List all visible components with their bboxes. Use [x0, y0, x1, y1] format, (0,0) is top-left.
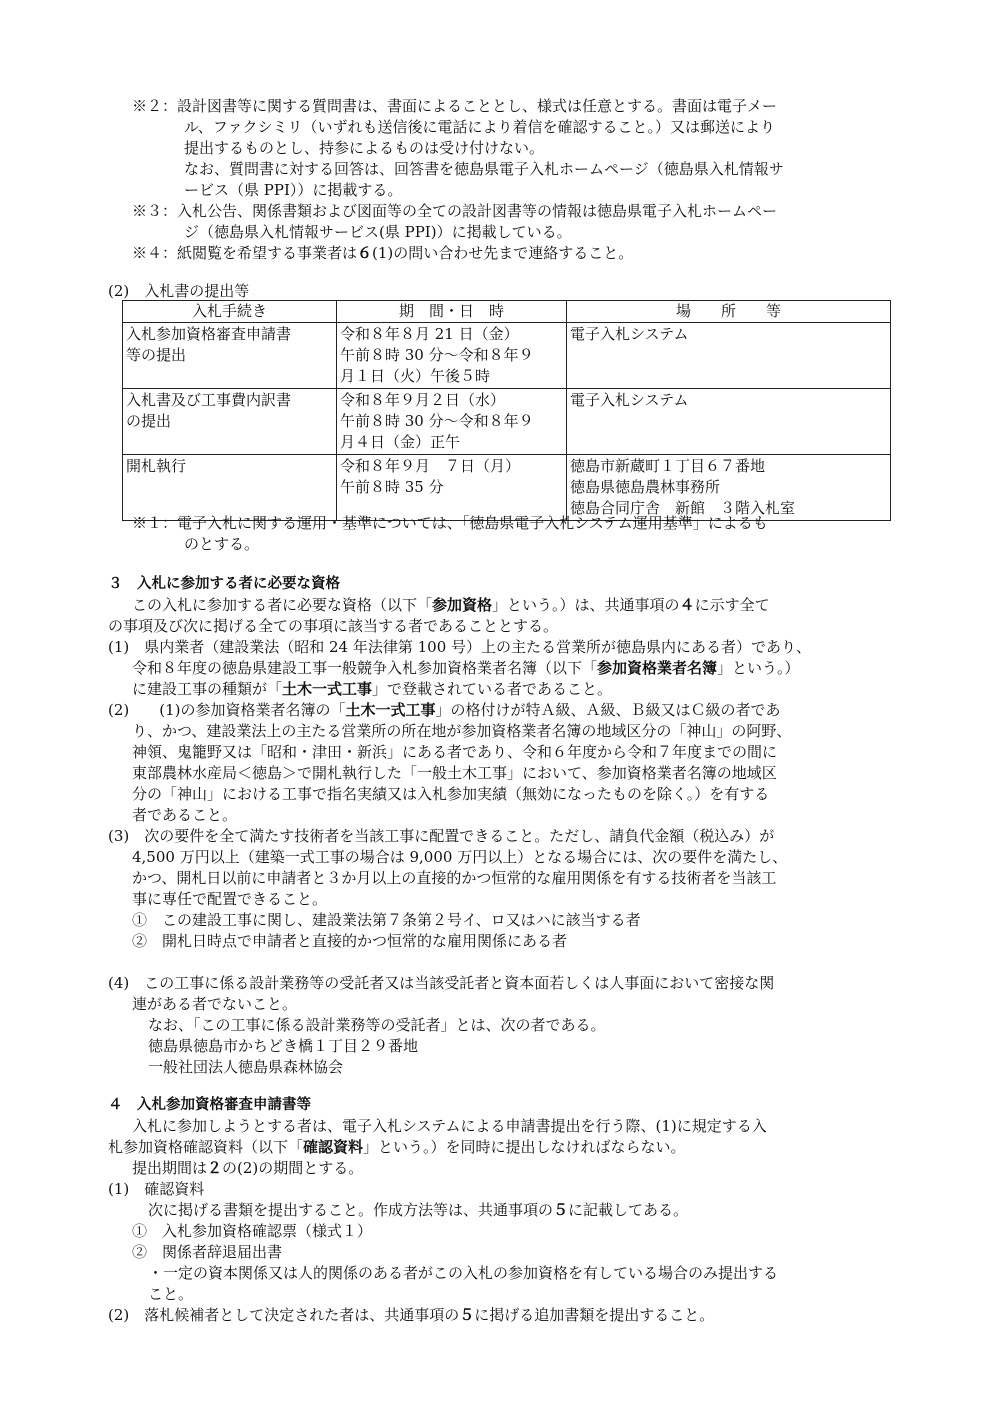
- item-3-3-line4: 事に専任で配置できること。: [132, 890, 328, 908]
- section-3-title: ３ 入札に参加する者に必要な資格: [108, 576, 340, 592]
- item-4-2: (2) 落札候補者として決定された者は、共通事項の５に掲げる追加書類を提出すること。: [108, 1306, 715, 1324]
- table-row: [123, 323, 891, 389]
- bid-schedule-table: [122, 300, 891, 521]
- item-3-2-line3: 神領、鬼籠野又は「昭和・津田・新浜」にある者であり、令和６年度から令和７年度までの間に: [132, 743, 778, 761]
- item-3-1-line1: (1) 県内業者（建設業法（昭和 24 年法律第 100 号）上の主たる営業所が徳島県内にある者）であり、: [108, 638, 812, 656]
- item-3-2-line1: (2) (1)の参加資格業者名簿の「土木一式工事」の格付けが特Ａ級、Ａ級、Ｂ級又はＣ級の者であ: [108, 701, 781, 719]
- period-cell: 令和８年８月 21 日（金） 午前８時 30 分～令和８年９ 月１日（火）午後５時: [337, 323, 567, 389]
- item-3-4-line2: 連がある者でないこと。: [132, 995, 298, 1013]
- section-4-para2: 提出期間は２の(2)の期間とする。: [132, 1159, 364, 1177]
- item-3-3-line3: かつ、開札日以前に申請者と３か月以上の直接的かつ恒常的な雇用関係を有する技術者を当該工: [132, 869, 777, 887]
- item-3-3-sub2: ② 開札日時点で申請者と直接的かつ恒常的な雇用関係にある者: [132, 932, 568, 950]
- note-3-line1: ※３：入札公告、関係書類および図面等の全ての設計図書等の情報は徳島県電子入札ホームペー: [132, 202, 778, 220]
- period-cell: 令和８年９月２日（水） 午前８時 30 分～令和８年９ 月４日（金）正午: [337, 389, 567, 455]
- item-4-1-sub1: ① 入札参加資格確認票（様式１）: [132, 1222, 373, 1240]
- table-row: [123, 455, 891, 521]
- note-4: ※４：紙閲覧を希望する事業者は６(1)の問い合わせ先まで連絡すること。: [132, 244, 634, 262]
- bid-submission-heading: (2) 入札書の提出等: [108, 282, 250, 300]
- item-3-4-line3: なお、「この工事に係る設計業務等の受託者」とは、次の者である。: [148, 1016, 606, 1034]
- section-3-intro-line1: この入札に参加する者に必要な資格（以下「参加資格」という。）は、共通事項の４に示す全て: [132, 596, 770, 614]
- note-2-line2: ル、ファクシミリ（いずれも送信後に電話により着信を確認すること。）又は郵送により: [184, 118, 776, 136]
- section-4-title: ４ 入札参加資格審査申請書等: [108, 1097, 311, 1113]
- item-3-4-line4: 徳島県徳島市かちどき橋１丁目２９番地: [148, 1037, 419, 1055]
- note-3-line2: ジ（徳島県入札情報サービス(県 PPI)）に掲載している。: [184, 223, 572, 241]
- item-3-2-line2: り、かつ、建設業法上の主たる営業所の所在地が参加資格業者名簿の地域区分の「神山」の阿野、: [132, 722, 792, 740]
- table-header-row: [123, 301, 891, 323]
- item-3-2-line4: 東部農林水産局＜徳島＞で開札執行した「一般土木工事」において、参加資格業者名簿の地域区: [132, 764, 777, 782]
- note-2-line1: ※２：設計図書等に関する質問書は、書面によることとし、様式は任意とする。書面は電子メー: [132, 97, 778, 115]
- item-4-1-sub2-note2: こと。: [148, 1285, 194, 1303]
- period-cell: 令和８年９月 ７日（月） 午前８時 35 分: [337, 455, 567, 521]
- item-3-3-line1: (3) 次の要件を全て満たす技術者を当該工事に配置できること。ただし、請負代金額（税込み）が: [108, 827, 775, 845]
- procedure-cell: 開札執行: [123, 455, 337, 521]
- item-3-3-line2: 4,500 万円以上（建築一式工事の場合は 9,000 万円以上）となる場合には、次の要件を満たし、: [132, 848, 788, 866]
- item-4-1-sub2: ② 関係者辞退届出書: [132, 1243, 283, 1261]
- place-cell: 徳島市新蔵町１丁目６７番地 徳島県徳島農林事務所 徳島合同庁舎 新館 ３階入札室: [567, 455, 891, 521]
- table-note-line1: ※１：電子入札に関する運用・基準については、「徳島県電子入札システム運用基準」によるも: [132, 514, 768, 532]
- note-2-line5: ービス（県 PPI））に掲載する。: [184, 181, 403, 199]
- table-row: [123, 389, 891, 455]
- note-2-line4: なお、質問書に対する回答は、回答書を徳島県電子入札ホームページ（徳島県入札情報サ: [184, 160, 784, 178]
- item-3-3-sub1: ① この建設工事に関し、建設業法第７条第２号イ、ロ又はハに該当する者: [132, 911, 641, 929]
- section-4-para1-line1: 入札に参加しようとする者は、電子入札システムによる申請書提出を行う際、(1)に規定する入: [132, 1117, 767, 1135]
- item-4-1-line1: 次に掲げる書類を提出すること。作成方法等は、共通事項の５に記載してある。: [148, 1201, 689, 1219]
- column-header: 期 間・日 時: [337, 301, 567, 323]
- item-3-2-line5: 分の「神山」における工事で指名実績又は入札参加実績（無効になったものを除く。）を有する: [132, 785, 770, 803]
- item-3-2-line6: 者であること。: [132, 806, 238, 824]
- column-header: 場 所 等: [567, 301, 891, 323]
- item-3-4-line5: 一般社団法人徳島県森林協会: [148, 1058, 344, 1076]
- item-4-1-heading: (1) 確認資料: [108, 1180, 205, 1198]
- item-4-1-sub2-note1: ・一定の資本関係又は人的関係のある者がこの入札の参加資格を有している場合のみ提出する: [148, 1264, 779, 1282]
- procedure-cell: 入札書及び工事費内訳書 の提出: [123, 389, 337, 455]
- table-note-line2: のとする。: [184, 535, 260, 553]
- item-3-4-line1: (4) この工事に係る設計業務等の受託者又は当該受託者と資本面若しくは人事面において密接な関: [108, 974, 775, 992]
- item-3-1-line2: 令和８年度の徳島県建設工事一般競争入札参加資格業者名簿（以下「参加資格業者名簿」という。）: [132, 659, 800, 677]
- procedure-cell: 入札参加資格審査申請書 等の提出: [123, 323, 337, 389]
- section-4-para1-line2: 札参加資格確認資料（以下「確認資料」という。）を同時に提出しなければならない。: [108, 1138, 686, 1156]
- place-cell: 電子入札システム: [567, 389, 891, 455]
- place-cell: 電子入札システム: [567, 323, 891, 389]
- item-3-1-line3: に建設工事の種類が「土木一式工事」で登載されている者であること。: [132, 680, 613, 698]
- note-2-line3: 提出するものとし、持参によるものは受け付けない。: [184, 139, 545, 157]
- section-3-intro-line2: の事項及び次に掲げる全ての事項に該当する者であることとする。: [108, 617, 559, 635]
- column-header: 入札手続き: [123, 301, 337, 323]
